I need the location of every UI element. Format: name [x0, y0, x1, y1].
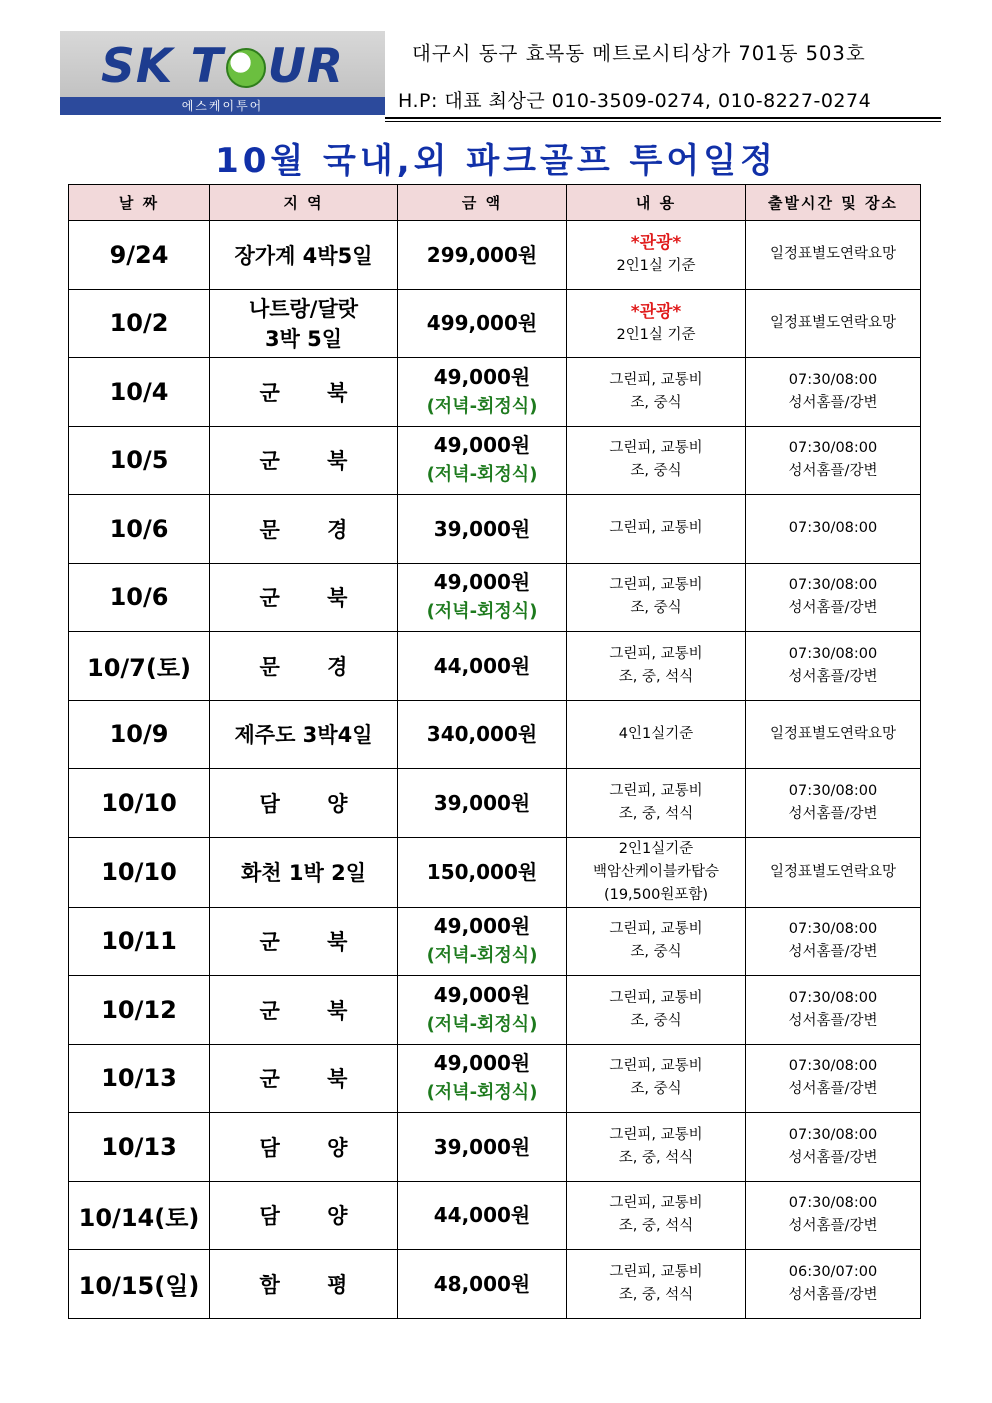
cell-date: 10/4 [69, 358, 210, 427]
cell-price [398, 632, 567, 701]
cell-region [210, 358, 398, 427]
cell-region [210, 632, 398, 701]
header-divider [385, 117, 941, 119]
cell-departure [746, 1181, 921, 1250]
departure-line: 일정표별도연락요망 [769, 863, 897, 880]
content-line: 조, 중, 석식 [618, 668, 694, 685]
header-date: 날 짜 [69, 185, 210, 221]
cell-price [398, 221, 567, 290]
cell-content [567, 632, 746, 701]
table-header-row [69, 185, 921, 221]
cell-date: 10/11 [69, 907, 210, 976]
price-amount: 49,000원 [433, 570, 531, 595]
content-line: 2인1실 기준 [616, 326, 696, 343]
cell-departure [746, 358, 921, 427]
content-line: 그린피, 교통비 [609, 1263, 703, 1280]
table-row [69, 700, 921, 769]
content-line: 그린피, 교통비 [609, 782, 703, 799]
content-line: 4인1실기준 [618, 725, 694, 742]
content-line: 조, 중, 석식 [618, 805, 694, 822]
price-amount: 44,000원 [433, 653, 531, 678]
content-highlight: *관광* [630, 233, 682, 254]
price-amount: 48,000원 [433, 1271, 531, 1296]
price-note: (저녁-회정식) [426, 464, 538, 486]
content-line: 그린피, 교통비 [609, 577, 703, 594]
departure-line: 일정표별도연락요망 [769, 725, 897, 742]
cell-departure [746, 221, 921, 290]
region-line: 군 북 [259, 586, 348, 611]
table-row [69, 221, 921, 290]
price-amount: 499,000원 [426, 311, 538, 336]
table-row [69, 563, 921, 632]
departure-line: 일정표별도연락요망 [769, 246, 897, 263]
table-row [69, 837, 921, 907]
region-line: 군 북 [259, 380, 348, 405]
cell-region [210, 907, 398, 976]
cell-region [210, 1181, 398, 1250]
cell-departure [746, 769, 921, 838]
cell-content [567, 769, 746, 838]
cell-content [567, 495, 746, 564]
cell-price [398, 495, 567, 564]
content-line: 그린피, 교통비 [609, 989, 703, 1006]
cell-price [398, 1044, 567, 1113]
content-line: 그린피, 교통비 [609, 921, 703, 938]
departure-line: 07:30/08:00 [788, 921, 878, 938]
region-line: 문 경 [259, 654, 348, 679]
content-line: 조, 중식 [630, 394, 682, 411]
region-line: 담 양 [259, 791, 348, 816]
cell-price [398, 1250, 567, 1319]
region-line: 군 북 [259, 998, 348, 1023]
table-row [69, 1181, 921, 1250]
cell-region [210, 976, 398, 1045]
cell-region [210, 563, 398, 632]
cell-content [567, 976, 746, 1045]
cell-price [398, 700, 567, 769]
price-amount: 49,000원 [433, 364, 531, 389]
cell-content [567, 907, 746, 976]
cell-price [398, 1181, 567, 1250]
cell-price [398, 976, 567, 1045]
departure-line: 성서홈플/강변 [788, 805, 878, 822]
cell-region [210, 289, 398, 358]
region-line: 3박 5일 [264, 327, 343, 352]
departure-line: 07:30/08:00 [788, 520, 878, 537]
price-amount: 150,000원 [426, 860, 538, 884]
content-line: 조, 중, 석식 [618, 1286, 694, 1303]
company-address: 대구시 동구 효목동 메트로시티상가 701동 503호 [412, 42, 866, 65]
departure-line: 07:30/08:00 [788, 577, 878, 594]
cell-region [210, 769, 398, 838]
cell-date: 10/13 [69, 1044, 210, 1113]
cell-date: 10/6 [69, 563, 210, 632]
content-line: 그린피, 교통비 [609, 520, 703, 537]
content-line: 그린피, 교통비 [609, 645, 703, 662]
content-line: (19,500원포함) [603, 886, 709, 903]
cell-departure [746, 426, 921, 495]
cell-departure [746, 495, 921, 564]
cell-date: 10/10 [69, 769, 210, 838]
departure-line: 07:30/08:00 [788, 440, 878, 457]
golf-ball-icon [226, 48, 266, 88]
cell-departure [746, 1113, 921, 1182]
price-note: (저녁-회정식) [426, 601, 538, 623]
cell-content [567, 837, 746, 907]
cell-price [398, 1113, 567, 1182]
cell-date: 10/7(토) [69, 632, 210, 701]
content-line: 조, 중식 [630, 944, 682, 961]
region-line: 군 북 [259, 930, 348, 955]
cell-price [398, 769, 567, 838]
cell-content [567, 1250, 746, 1319]
departure-line: 07:30/08:00 [788, 1126, 878, 1143]
cell-content [567, 426, 746, 495]
region-line: 나트랑/달랏 [248, 297, 359, 322]
cell-departure [746, 907, 921, 976]
table-row [69, 358, 921, 427]
price-amount: 39,000원 [433, 1134, 531, 1159]
cell-departure [746, 1250, 921, 1319]
cell-region [210, 700, 398, 769]
price-amount: 340,000원 [426, 722, 538, 747]
price-amount: 39,000원 [433, 790, 531, 815]
table-row [69, 495, 921, 564]
table-row [69, 1044, 921, 1113]
region-line: 문 경 [259, 517, 348, 542]
content-line: 조, 중, 석식 [618, 1149, 694, 1166]
price-amount: 39,000원 [433, 516, 531, 541]
cell-date: 10/6 [69, 495, 210, 564]
cell-departure [746, 976, 921, 1045]
cell-content [567, 563, 746, 632]
region-line: 화천 1박 2일 [241, 861, 366, 885]
content-line: 조, 중식 [630, 600, 682, 617]
price-amount: 49,000원 [433, 1051, 531, 1076]
table-row [69, 426, 921, 495]
cell-content [567, 358, 746, 427]
content-line: 그린피, 교통비 [609, 440, 703, 457]
table-row [69, 907, 921, 976]
departure-line: 성서홈플/강변 [788, 463, 878, 480]
price-note: (저녁-회정식) [426, 1082, 538, 1104]
cell-departure [746, 700, 921, 769]
cell-date: 9/24 [69, 221, 210, 290]
price-amount: 49,000원 [433, 433, 531, 458]
cell-region [210, 837, 398, 907]
logo-wordmark: SK T UR [100, 39, 345, 94]
content-line: 그린피, 교통비 [609, 1195, 703, 1212]
cell-content [567, 700, 746, 769]
cell-date: 10/15(일) [69, 1250, 210, 1319]
cell-region [210, 1113, 398, 1182]
cell-date: 10/12 [69, 976, 210, 1045]
cell-content [567, 289, 746, 358]
departure-line: 06:30/07:00 [788, 1263, 878, 1280]
price-note: (저녁-회정식) [426, 1013, 538, 1035]
content-line: 그린피, 교통비 [609, 1126, 703, 1143]
departure-line: 일정표별도연락요망 [769, 314, 897, 331]
tour-schedule-table [68, 184, 921, 1319]
cell-region [210, 1044, 398, 1113]
region-line: 장가계 4박5일 [234, 243, 373, 268]
content-line: 그린피, 교통비 [609, 1058, 703, 1075]
cell-date: 10/5 [69, 426, 210, 495]
company-phone: H.P: 대표 최상근 010-3509-0274, 010-8227-0274 [398, 90, 872, 112]
cell-date: 10/10 [69, 837, 210, 907]
cell-date: 10/14(토) [69, 1181, 210, 1250]
departure-line: 성서홈플/강변 [788, 1081, 878, 1098]
cell-content [567, 1044, 746, 1113]
cell-date: 10/13 [69, 1113, 210, 1182]
logo-subtitle: 에스케이투어 [60, 97, 385, 115]
region-line: 함 평 [259, 1272, 348, 1297]
cell-price [398, 837, 567, 907]
cell-region [210, 495, 398, 564]
cell-region [210, 426, 398, 495]
region-line: 제주도 3박4일 [234, 723, 373, 748]
region-line: 담 양 [259, 1204, 348, 1229]
company-logo [60, 31, 385, 115]
content-line: 백암산케이블카탑승 [592, 863, 720, 880]
cell-price [398, 358, 567, 427]
departure-line: 성서홈플/강변 [788, 394, 878, 411]
departure-line: 07:30/08:00 [788, 1195, 878, 1212]
departure-line: 07:30/08:00 [788, 782, 878, 799]
table-row [69, 976, 921, 1045]
region-line: 군 북 [259, 1067, 348, 1092]
table-row [69, 1113, 921, 1182]
price-amount: 49,000원 [433, 982, 531, 1007]
header-content: 내 용 [567, 185, 746, 221]
content-line: 조, 중식 [630, 463, 682, 480]
cell-departure [746, 1044, 921, 1113]
table-row [69, 632, 921, 701]
cell-departure [746, 632, 921, 701]
cell-price [398, 426, 567, 495]
cell-price [398, 563, 567, 632]
content-highlight: *관광* [630, 301, 682, 322]
departure-line: 07:30/08:00 [788, 1058, 878, 1075]
content-line: 2인1실기준 [618, 840, 694, 857]
header-region: 지 역 [210, 185, 398, 221]
price-amount: 44,000원 [433, 1203, 531, 1228]
price-amount: 49,000원 [433, 914, 531, 939]
departure-line: 성서홈플/강변 [788, 1149, 878, 1166]
header-departure: 출발시간 및 장소 [746, 185, 921, 221]
price-note: (저녁-회정식) [426, 945, 538, 967]
table-row [69, 1250, 921, 1319]
content-line: 조, 중식 [630, 1081, 682, 1098]
cell-departure [746, 837, 921, 907]
header-price: 금 액 [398, 185, 567, 221]
cell-content [567, 221, 746, 290]
departure-line: 성서홈플/강변 [788, 944, 878, 961]
cell-departure [746, 563, 921, 632]
table-row [69, 769, 921, 838]
departure-line: 성서홈플/강변 [788, 1286, 878, 1303]
page-title: 10월 국내,외 파크골프 투어일정 [215, 141, 777, 181]
cell-departure [746, 289, 921, 358]
content-line: 2인1실 기준 [616, 258, 696, 275]
table-body [69, 221, 921, 1319]
content-line: 조, 중, 석식 [618, 1218, 694, 1235]
departure-line: 07:30/08:00 [788, 989, 878, 1006]
cell-date: 10/2 [69, 289, 210, 358]
cell-content [567, 1181, 746, 1250]
cell-price [398, 289, 567, 358]
departure-line: 성서홈플/강변 [788, 1218, 878, 1235]
cell-region [210, 1250, 398, 1319]
cell-region [210, 221, 398, 290]
price-note: (저녁-회정식) [426, 395, 538, 417]
header-divider-thin [385, 121, 941, 122]
departure-line: 07:30/08:00 [788, 371, 878, 388]
content-line: 그린피, 교통비 [609, 371, 703, 388]
table-row [69, 289, 921, 358]
region-line: 담 양 [259, 1135, 348, 1160]
region-line: 군 북 [259, 449, 348, 474]
departure-line: 성서홈플/강변 [788, 600, 878, 617]
content-line: 조, 중식 [630, 1012, 682, 1029]
departure-line: 성서홈플/강변 [788, 668, 878, 685]
price-amount: 299,000원 [426, 242, 538, 267]
departure-line: 성서홈플/강변 [788, 1012, 878, 1029]
cell-price [398, 907, 567, 976]
cell-date: 10/9 [69, 700, 210, 769]
departure-line: 07:30/08:00 [788, 645, 878, 662]
cell-content [567, 1113, 746, 1182]
